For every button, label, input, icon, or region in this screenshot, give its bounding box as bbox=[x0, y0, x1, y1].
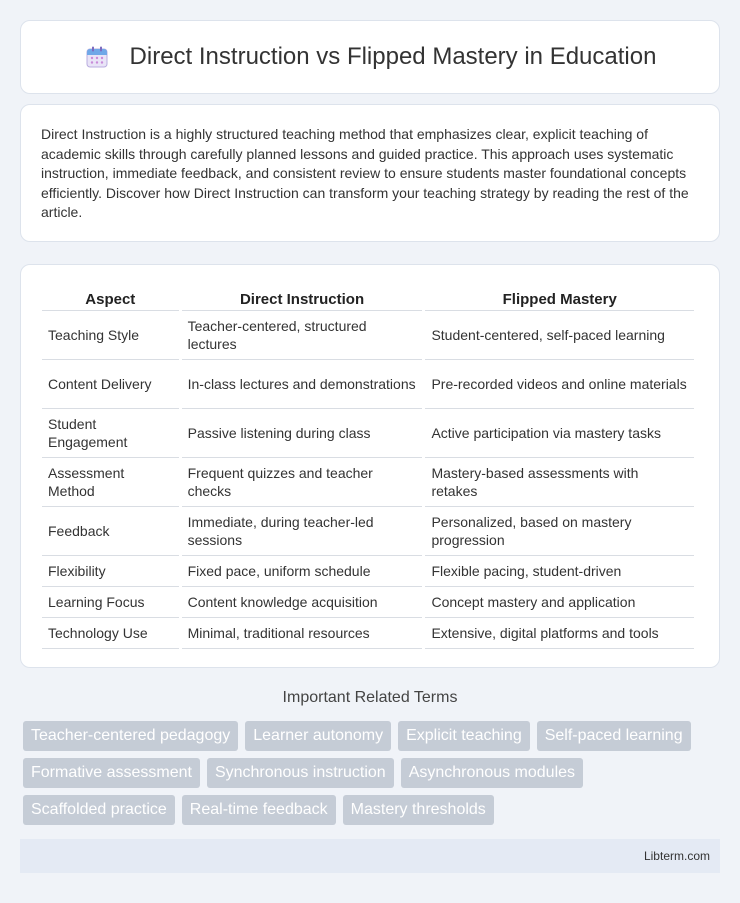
table-cell: Minimal, traditional resources bbox=[182, 618, 423, 649]
term-chip[interactable]: Asynchronous modules bbox=[401, 758, 583, 788]
table-cell: Immediate, during teacher-led sessions bbox=[182, 507, 423, 556]
table-cell: Student Engagement bbox=[42, 409, 179, 458]
table-cell: Concept mastery and application bbox=[425, 587, 694, 618]
table-row bbox=[42, 587, 694, 618]
related-terms-heading: Important Related Terms bbox=[282, 689, 458, 706]
table-row bbox=[42, 556, 694, 587]
table-cell: In-class lectures and demonstrations bbox=[182, 360, 423, 409]
page-title: Direct Instruction vs Flipped Mastery in Education bbox=[129, 43, 657, 70]
table-cell: Student-centered, self-paced learning bbox=[425, 311, 694, 360]
table-row bbox=[42, 618, 694, 649]
footer bbox=[20, 839, 720, 873]
related-terms-list bbox=[23, 721, 723, 825]
table-cell: Flexible pacing, student-driven bbox=[425, 556, 694, 587]
term-chip[interactable]: Real-time feedback bbox=[182, 795, 336, 825]
table-row bbox=[42, 360, 694, 409]
table-cell: Fixed pace, uniform schedule bbox=[182, 556, 423, 587]
table-cell: Teacher-centered, structured lectures bbox=[182, 311, 423, 360]
table-cell: Extensive, digital platforms and tools bbox=[425, 618, 694, 649]
term-chip[interactable]: Synchronous instruction bbox=[207, 758, 394, 788]
table-cell: Content Delivery bbox=[42, 360, 179, 409]
intro-card bbox=[20, 104, 720, 242]
table-row bbox=[42, 311, 694, 360]
table-cell: Learning Focus bbox=[42, 587, 179, 618]
table-cell: Frequent quizzes and teacher checks bbox=[182, 458, 423, 507]
term-chip[interactable]: Explicit teaching bbox=[398, 721, 530, 751]
calendar-icon bbox=[84, 44, 110, 70]
term-chip[interactable]: Formative assessment bbox=[23, 758, 200, 788]
table-cell: Technology Use bbox=[42, 618, 179, 649]
table-cell: Pre-recorded videos and online materials bbox=[425, 360, 694, 409]
table-cell: Active participation via mastery tasks bbox=[425, 409, 694, 458]
term-chip[interactable]: Teacher-centered pedagogy bbox=[23, 721, 238, 751]
table-cell: Mastery-based assessments with retakes bbox=[425, 458, 694, 507]
table-header-aspect: Aspect bbox=[42, 285, 179, 311]
intro-text: Direct Instruction is a highly structured teaching method that emphasizes clear, explicit teaching of academic skills through carefully planned lessons and guided practice. This approach uses systematic instruction, immediate feedback, and consistent review to ensure students master foundational concepts efficiently. Discover how Direct Instruction can transform your teaching strategy by reading the rest of the article. bbox=[41, 126, 689, 220]
table-cell: Content knowledge acquisition bbox=[182, 587, 423, 618]
term-chip[interactable]: Mastery thresholds bbox=[343, 795, 494, 825]
title-card bbox=[20, 20, 720, 94]
table-row bbox=[42, 507, 694, 556]
table-row bbox=[42, 458, 694, 507]
table-cell: Flexibility bbox=[42, 556, 179, 587]
table-header-flipped-mastery: Flipped Mastery bbox=[425, 285, 694, 311]
table-header-direct-instruction: Direct Instruction bbox=[182, 285, 423, 311]
footer-site-link[interactable]: Libterm.com bbox=[643, 849, 710, 863]
table-cell: Passive listening during class bbox=[182, 409, 423, 458]
term-chip[interactable]: Scaffolded practice bbox=[23, 795, 175, 825]
table-cell: Personalized, based on mastery progression bbox=[425, 507, 694, 556]
table-cell: Assessment Method bbox=[42, 458, 179, 507]
term-chip[interactable]: Self-paced learning bbox=[537, 721, 691, 751]
term-chip[interactable]: Learner autonomy bbox=[245, 721, 391, 751]
table-row bbox=[42, 409, 694, 458]
table-cell: Teaching Style bbox=[42, 311, 179, 360]
table-cell: Feedback bbox=[42, 507, 179, 556]
comparison-table-card bbox=[20, 264, 720, 668]
comparison-table bbox=[39, 285, 697, 649]
